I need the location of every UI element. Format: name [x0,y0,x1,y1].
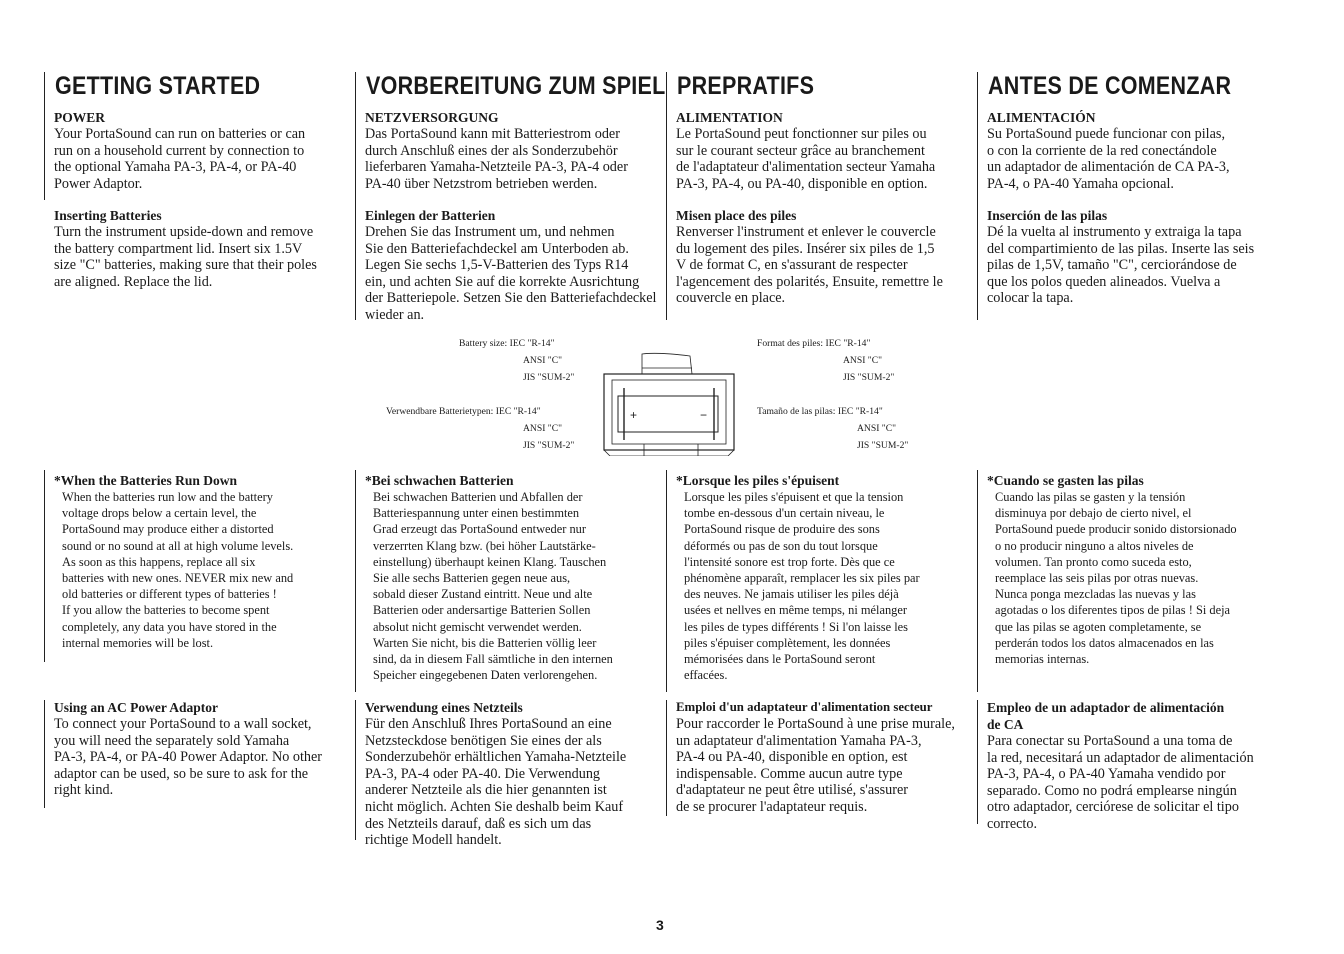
spec-jis: JIS "SUM-2" [523,372,575,383]
adaptor-text: Für den Anschluß Ihres PortaSound an eine Netzsteckdose benötigen Sie eines der als Sonderzubehör erhältlichen Yamaha-Netzteile PA-3, PA-4 oder PA-40. Die Verwendung anderer Netzteile als die hier genannten ist nicht möglich. Achten Sie deshalb beim Kauf des Netzteils darauf, daß es sich um das richtige Modell handelt. [365,716,627,849]
spec-jis: JIS "SUM-2" [857,440,909,451]
spec-ansi: ANSI "C" [523,355,563,366]
rundown-heading: *Bei schwachen Batterien [365,473,514,488]
column-rule [666,470,667,692]
column-rule [977,72,978,320]
spec-jis: JIS "SUM-2" [523,440,575,451]
column-rule [44,72,45,200]
inserting-text: Renverser l'instrument et enlever le couvercle du logement des piles. Insérer six piles de 1,5 V de format C, en s'assurant de respecter l'agencement des polarités, Ensuite, remettre le couvercle en place. [676,224,943,307]
adaptor-text: To connect your PortaSound to a wall socket, you will need the separately sold Yamaha PA-3, PA-4, or PA-40 Power Adaptor. No other adaptor can be used, so be sure to ask for the right kind. [54,716,322,799]
adaptor-heading: Empleo de un adaptador de alimentación de CA [987,700,1225,732]
rundown-text: When the batteries run low and the battery voltage drops below a certain level, the PortaSound may produce either a distorted sound or no sound at all at high volume levels. As soon as this happens, replace all six batteries with new ones. NEVER mix new and old batteries or different types of batteries ! If you allow the batteries to become spent completely, any data you have stored in the internal memories will be lost. [62,490,294,650]
adaptor-heading: Emploi d'un adaptateur d'alimentation secteur [676,700,933,714]
power-text: Your PortaSound can run on batteries or can run on a household current by connection to the optional Yamaha PA-3, PA-4, or PA-40 Power Adaptor. [54,126,306,192]
column-rule [666,700,667,816]
power-heading: ALIMENTACIÓN [987,110,1096,125]
spec-label: Format des piles: [757,338,824,349]
column-rule [355,72,356,320]
spec-ansi: ANSI "C" [843,355,883,366]
rundown-heading: *When the Batteries Run Down [54,473,238,488]
battery-specs-german [386,404,541,421]
section-title: VORBEREITUNG ZUM SPIEL [366,72,666,100]
minus-sign: − [700,408,708,422]
rundown-text: Bei schwachen Batterien und Abfallen der Batteriespannung unter einen bestimmten Grad erzeugt das PortaSound entweder nur verzerrten Klang bzw. (bei höher Lautstärke- einstellung) überhaupt keinen Klang. Tauschen Sie alle sechs Batterien gegen neue aus, sobald dieser Zustand eintritt. Neue und alte Batterien oder andersartige Batterien Sollen absolut nicht gemischt verwendet werden. Warten Sie nicht, bis die Batterien völlig leer sind, da in diesem Fall sämtliche in den internen Speicher eingegebenen Daten verlorengehen. [373,490,613,683]
spec-iec: IEC "R-14" [495,406,541,417]
power-heading: NETZVERSORGUNG [365,110,499,125]
spec-iec: IEC "R-14" [837,406,883,417]
spec-iec: IEC "R-14" [509,338,555,349]
power-text: Das PortaSound kann mit Batteriestrom oder durch Anschluß eines der als Sonderzubehör lieferbaren Yamaha-Netzteile PA-3, PA-4 oder PA-40 über Netzstrom betrieben werden. [365,126,628,192]
battery-specs-spanish [757,404,883,421]
battery-compartment-diagram [598,352,740,456]
inserting-heading: Inserción de las pilas [987,208,1108,223]
inserting-heading: Misen place des piles [676,208,797,223]
adaptor-text: Pour raccorder le PortaSound à une prise murale, un adaptateur d'alimentation Yamaha PA-3, PA-4 ou PA-40, disponible en option, est indispensable. Comme aucun autre type d'adaptateur ne peut être utilisé, s'assurer de se procurer l'adaptateur requis. [676,716,955,815]
power-heading: ALIMENTATION [676,110,783,125]
inserting-text: Drehen Sie das Instrument um, und nehmen Sie den Batteriefachdeckel am Unterboden ab. Legen Sie sechs 1,5-V-Batterien des Typs R14 ein, und achten Sie auf die korrekte Ausrichtung der Batteriepole. Setzen Sie den Batteriefachdeckel wieder an. [365,224,657,323]
spec-label: Tamaño de las pilas: [757,406,836,417]
rundown-text: Cuando las pilas se gasten y la tensión disminuya por debajo de cierto nivel, el PortaSound puede producir sonido distorsionado o no producir ninguno a altos niveles de volumen. Tan pronto como suceda esto, reemplace las seis pilas por otras nuevas. Nunca ponga mezcladas las nuevas y las agotadas o los diferentes tipos de pilas ! Si deja que las pilas se agoten completamente, se perderán todos los datos almacenados en las memorias internas. [995,490,1237,667]
rundown-text: Lorsque les piles s'épuisent et que la tension tombe en-dessous d'un certain niveau, le PortaSound risque de produire des sons déformés ou pas de son du tout lorsque l'intensité sonore est trop forte. Dès que ce phénomène apparaît, remplacer les six piles par des neuves. Ne jamais utiliser les piles déjà usées et nellves en même temps, ni mélanger les piles de types différents ! Si l'on laisse les piles s'épuiser complètement, les données mémorisées dans le PortaSound seront effacées. [684,490,920,683]
adaptor-heading: Using an AC Power Adaptor [54,700,219,715]
power-text: Su PortaSound puede funcionar con pilas, o con la corriente de la red conectándole un adaptador de alimentación de CA PA-3, PA-4, o PA-40 Yamaha opcional. [987,126,1230,192]
column-rule [44,700,45,808]
inserting-text: Dé la vuelta al instrumento y extraiga la tapa del compartimiento de las pilas. Inserte las seis pilas de 1,5V, tamaño "C", cerciorándose de que los polos queden alineados. Vuelva a colocar la tapa. [987,224,1255,307]
battery-specs-english [459,336,555,353]
inserting-text: Turn the instrument upside-down and remove the battery compartment lid. Insert six 1.5V size "C" batteries, making sure that their poles are aligned. Replace the lid. [54,224,317,290]
section-title: GETTING STARTED [55,72,261,100]
spec-ansi: ANSI "C" [523,423,563,434]
power-text: Le PortaSound peut fonctionner sur piles ou sur le courant secteur grâce au branchement de l'adaptateur d'alimentation secteur Yamaha PA-3, PA-4, ou PA-40, disponible en option. [676,126,936,192]
rundown-heading: *Lorsque les piles s'épuisent [676,473,840,488]
column-rule [977,700,978,824]
spec-label: Battery size: [459,338,508,349]
adaptor-heading: Verwendung eines Netzteils [365,700,523,715]
column-rule [44,470,45,662]
battery-specs-french [757,336,870,353]
rundown-heading: *Cuando se gasten las pilas [987,473,1144,488]
inserting-heading: Einlegen der Batterien [365,208,496,223]
spec-jis: JIS "SUM-2" [843,372,895,383]
section-title: PREPRATIFS [677,72,815,100]
adaptor-text: Para conectar su PortaSound a una toma de la red, necesitará un adaptador de alimentación PA-3, PA-4, o PA-40 Yamaha vendido por separado. Como no podrá emplearse ningún otro adaptador, cerciórese de solicitar el tipo correcto. [987,733,1254,832]
column-rule [355,700,356,840]
spec-label: Verwendbare Batterietypen: [386,406,494,417]
inserting-heading: Inserting Batteries [54,208,162,223]
column-rule [355,470,356,692]
column-rule [666,72,667,320]
plus-sign: + [630,408,638,422]
page-number: 3 [656,917,664,933]
column-rule [977,470,978,692]
spec-ansi: ANSI "C" [857,423,897,434]
section-title: ANTES DE COMENZAR [988,72,1232,100]
power-heading: POWER [54,110,106,125]
spec-iec: IEC "R-14" [825,338,871,349]
